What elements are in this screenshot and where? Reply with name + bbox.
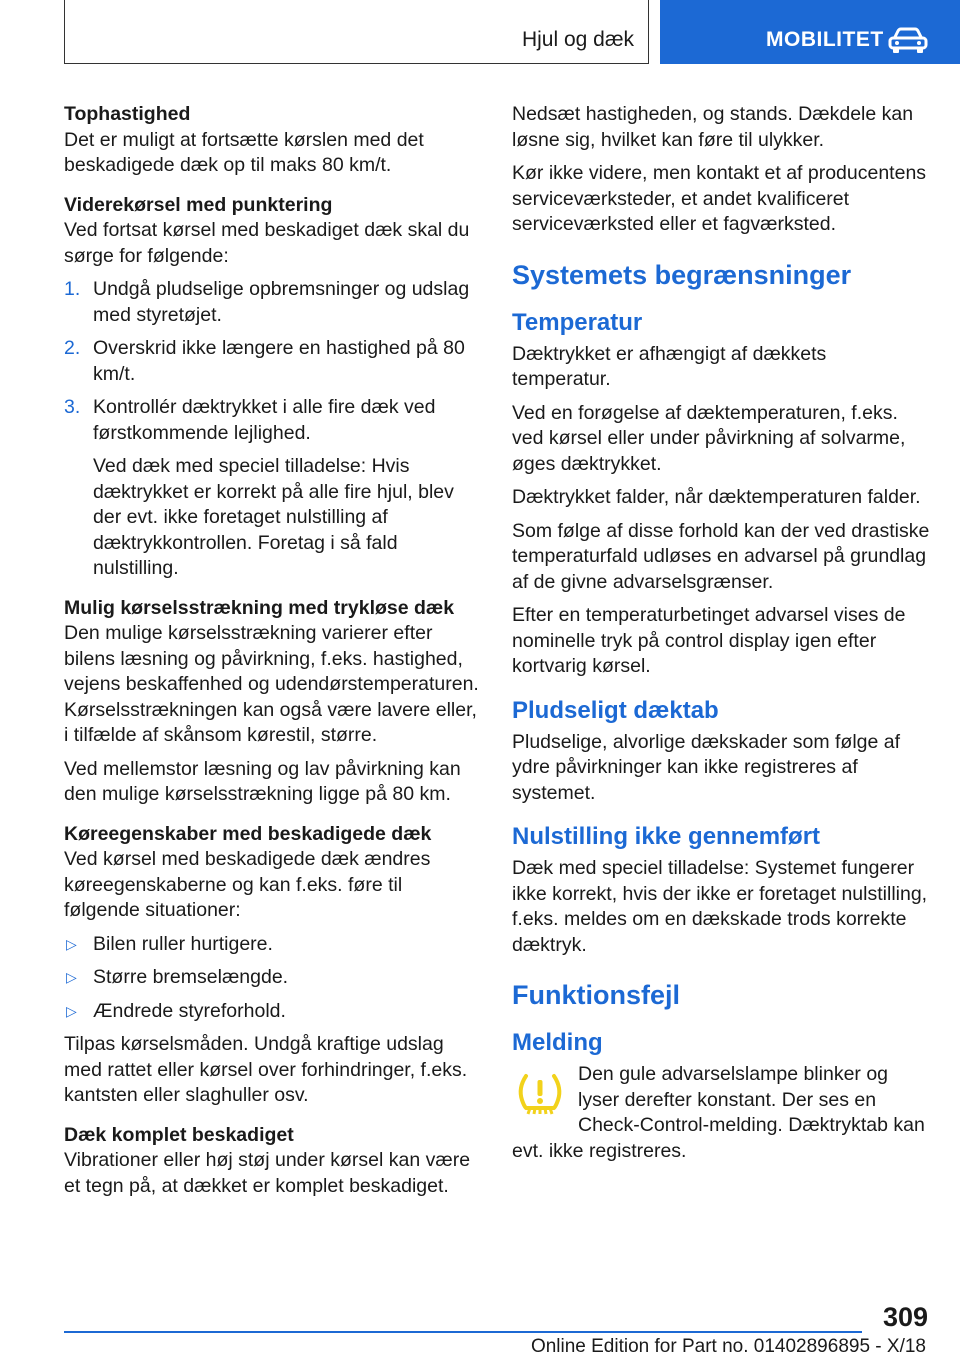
paragraph: Dæktrykket falder, når dæktemperaturen falder.: [512, 486, 921, 508]
paragraph: Ved kørsel med beskadigede dæk ændres køreegenskaberne og kan f.eks. føre til følgende situationer:: [64, 848, 431, 921]
list-item: [64, 932, 482, 958]
heading-funktionsfejl: Funktionsfejl: [512, 980, 680, 1010]
triangle-bullet-icon: ▷: [66, 969, 77, 985]
page-number: 309: [882, 1302, 928, 1332]
footer-edition: Online Edition for Part no. 01402896895 - X/18: [530, 1336, 926, 1357]
subheading-mulig: Mulig kørselsstrækning med trykløse dæk: [64, 596, 455, 619]
heading-begraensninger: Systemets begrænsninger: [512, 259, 852, 290]
paragraph: Som følge af disse forhold kan der ved drastiske temperaturfald udløses en advarsel på grundlag af de givne advarselsgrænser.: [512, 519, 930, 593]
paragraph: Ved mellemstor læsning og lav påvirkning kan den mulige kørselsstrækning ligge på 80 km.: [64, 757, 461, 805]
heading-pludseligt: Pludseligt dæktab: [512, 696, 719, 724]
list-item: [64, 336, 482, 387]
step-note: Ved dæk med speciel tilladelse: Hvis dæktrykket er korrekt på alle fire hjul, blev der evt. ikke foretaget nulstilling af dæktrykkontrollen. Foretag i så fald nulstilling.: [93, 455, 454, 579]
paragraph: Kør ikke videre, men kontakt et af producentens serviceværksteder, et andet kvalificeret serviceværksted eller et fagværksted.: [512, 162, 927, 235]
left-column: [64, 102, 482, 1207]
warning-message-block: [512, 1062, 930, 1164]
list-item: [64, 965, 482, 991]
paragraph: Nedsæt hastigheden, og stands. Dækdele kan løsne sig, hvilket kan føre til ulykker.: [512, 103, 914, 151]
bullet-list: [64, 932, 482, 1025]
paragraph: Dæktrykket er afhængigt af dækkets temperatur.: [512, 342, 827, 390]
list-item: [64, 395, 482, 446]
paragraph: Ved en forøgelse af dæktemperaturen, f.eks. ved kørsel eller under påvirkning af solvarme, øges dæktrykket.: [512, 401, 906, 475]
tire-pressure-warning-icon: [512, 1066, 568, 1122]
step-text: Overskrid ikke længere en hastighed på 80 km/t.: [93, 337, 465, 385]
bullet-text: Bilen ruller hurtigere.: [93, 932, 273, 955]
subheading-viderekorsel: Viderekørsel med punktering: [64, 193, 333, 216]
heading-nulstilling: Nulstilling ikke gennemført: [512, 823, 821, 850]
paragraph: Den mulige kørselsstrækning varierer efter bilens læsning og påvirkning, f.eks. hastighed, vejens beskaffenhed og udendørstemperaturen. Kørselsstrækningen kan også være lavere eller, i tilfælde af skånsom kørestil, større.: [64, 622, 479, 746]
paragraph: Efter en temperaturbetinget advarsel vises de nominelle tryk på control display igen efter kortvarig kørsel.: [512, 604, 906, 677]
paragraph: Vibrationer eller høj støj under kørsel kan være et tegn på, at dækket er komplet beskadiget.: [64, 1149, 471, 1197]
paragraph: Pludselige, alvorlige dækskader som følge af ydre påvirkninger kan ikke registreres af systemet.: [512, 730, 901, 804]
step-number: 3.: [64, 396, 81, 418]
list-item: [64, 999, 482, 1025]
step-text: Undgå pludselige opbremsninger og udslag med styretøjet.: [93, 278, 470, 326]
bullet-text: Ændrede styreforhold.: [93, 999, 286, 1022]
paragraph: Dæk med speciel tilladelse: Systemet fungerer ikke korrekt, hvis der ikke er foretaget nulstilling, f.eks. meldes om en dækskade trods korrekte dæktryk.: [512, 857, 928, 956]
paragraph: Tilpas kørselsmåden. Undgå kraftige udslag med rattet eller kørsel over forhindringer, f.eks. kantsten eller slaghuller osv.: [64, 1033, 468, 1106]
list-item: [64, 277, 482, 328]
header-section-box: [64, 0, 649, 64]
numbered-list: [64, 277, 482, 446]
triangle-bullet-icon: ▷: [66, 935, 77, 952]
step-number: 2.: [64, 337, 81, 359]
section-title: Hjul og dæk: [521, 28, 634, 51]
step-number: 1.: [64, 278, 81, 300]
right-column: [512, 102, 930, 1172]
triangle-bullet-icon: ▷: [66, 1002, 77, 1019]
footer-divider: [64, 1331, 862, 1333]
subheading-tophastighed: Tophastighed: [64, 103, 191, 125]
car-icon: [888, 26, 928, 54]
paragraph: Den gule advarselslampe blinker og lyser derefter konstant. Der ses en Check-Control-melding. Dæktryktab kan evt. ikke registreres.: [512, 1063, 925, 1162]
subheading-komplet: Dæk komplet beskadiget: [64, 1123, 294, 1146]
bullet-text: Større bremselængde.: [93, 966, 289, 988]
paragraph: Ved fortsat kørsel med beskadiget dæk skal du sørge for følgende:: [64, 219, 470, 267]
heading-temperatur: Temperatur: [512, 308, 643, 336]
chapter-title: MOBILITET: [766, 28, 884, 51]
chapter-tab[interactable]: [660, 0, 960, 64]
heading-melding: Melding: [512, 1029, 603, 1056]
subheading-koreegenskaber: Køreegenskaber med beskadigede dæk: [64, 822, 432, 845]
paragraph: Det er muligt at fortsætte kørslen med det beskadigede dæk op til maks 80 km/t.: [64, 128, 424, 176]
step-text: Kontrollér dæktrykket i alle fire dæk ved førstkommende lejlighed.: [93, 396, 436, 444]
